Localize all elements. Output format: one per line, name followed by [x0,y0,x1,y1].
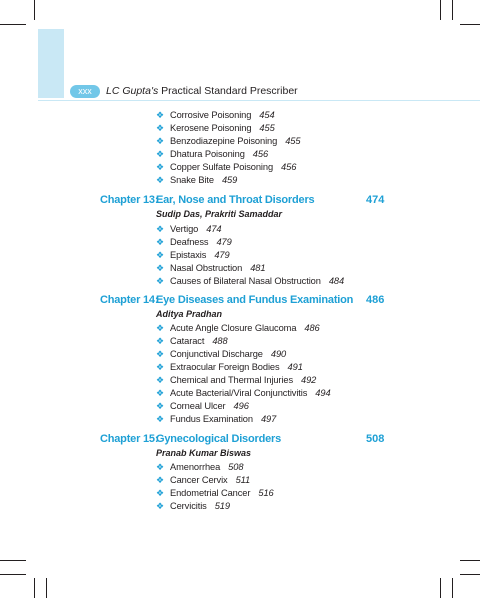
toc-item[interactable]: ❖ Benzodiazepine Poisoning 455 [156,136,301,146]
crop-mark [440,578,441,598]
diamond-bullet-icon: ❖ [156,323,164,333]
diamond-bullet-icon: ❖ [156,462,164,472]
diamond-bullet-icon: ❖ [156,336,164,346]
toc-item[interactable]: ❖ Cancer Cervix 511 [156,475,251,485]
toc-item[interactable]: ❖ Cervicitis 519 [156,501,230,511]
page-number-badge: xxx [70,85,100,98]
diamond-bullet-icon: ❖ [156,162,164,172]
diamond-bullet-icon: ❖ [156,110,164,120]
crop-mark [0,560,26,561]
diamond-bullet-icon: ❖ [156,388,164,398]
diamond-bullet-icon: ❖ [156,488,164,498]
toc-item[interactable]: ❖ Fundus Examination 497 [156,414,277,424]
diamond-bullet-icon: ❖ [156,475,164,485]
crop-mark [0,24,26,25]
running-head-author: LC Gupta's [106,85,159,97]
chapter-author: Aditya Pradhan [156,309,223,319]
chapter-page-number: 508 [366,433,385,445]
diamond-bullet-icon: ❖ [156,149,164,159]
diamond-bullet-icon: ❖ [156,276,164,286]
crop-mark [460,24,480,25]
diamond-bullet-icon: ❖ [156,263,164,273]
toc-item[interactable]: ❖ Amenorrhea 508 [156,462,244,472]
page-tab-decoration [38,29,64,98]
header-rule [38,100,480,101]
chapter-page-number: 486 [366,294,385,306]
toc-item[interactable]: ❖ Conjunctival Discharge 490 [156,349,287,359]
chapter-heading[interactable]: Chapter 14:Eye Diseases and Fundus Examination [100,294,354,306]
diamond-bullet-icon: ❖ [156,224,164,234]
toc-item[interactable]: ❖ Deafness 479 [156,237,232,247]
toc-item[interactable]: ❖ Kerosene Poisoning 455 [156,123,275,133]
toc-item[interactable]: ❖ Acute Angle Closure Glaucoma 486 [156,323,320,333]
toc-item[interactable]: ❖ Corneal Ulcer 496 [156,401,249,411]
toc-item[interactable]: ❖ Epistaxis 479 [156,250,230,260]
toc-item[interactable]: ❖ Vertigo 474 [156,224,222,234]
crop-mark [46,578,47,598]
chapter-page-number: 474 [366,194,385,206]
diamond-bullet-icon: ❖ [156,123,164,133]
diamond-bullet-icon: ❖ [156,349,164,359]
chapter-heading[interactable]: Chapter 15:Gynecological Disorders [100,433,281,445]
chapter-heading[interactable]: Chapter 13:Ear, Nose and Throat Disorders [100,194,315,206]
diamond-bullet-icon: ❖ [156,175,164,185]
toc-item[interactable]: ❖ Acute Bacterial/Viral Conjunctivitis 494 [156,388,331,398]
crop-mark [452,578,453,598]
diamond-bullet-icon: ❖ [156,375,164,385]
crop-mark [460,560,480,561]
toc-item[interactable]: ❖ Nasal Obstruction 481 [156,263,266,273]
diamond-bullet-icon: ❖ [156,237,164,247]
toc-item[interactable]: ❖ Causes of Bilateral Nasal Obstruction 484 [156,276,345,286]
chapter-author: Pranab Kumar Biswas [156,448,252,458]
toc-item[interactable]: ❖ Endometrial Cancer 516 [156,488,274,498]
diamond-bullet-icon: ❖ [156,414,164,424]
running-head-title: Practical Standard Prescriber [158,85,298,97]
chapter-author: Sudip Das, Prakriti Samaddar [156,209,283,219]
diamond-bullet-icon: ❖ [156,501,164,511]
crop-mark [440,0,441,20]
diamond-bullet-icon: ❖ [156,401,164,411]
toc-item[interactable]: ❖ Cataract 488 [156,336,228,346]
toc-item[interactable]: ❖ Copper Sulfate Poisoning 456 [156,162,297,172]
crop-mark [34,0,35,20]
toc-item[interactable]: ❖ Chemical and Thermal Injuries 492 [156,375,317,385]
crop-mark [460,574,480,575]
toc-item[interactable]: ❖ Extraocular Foreign Bodies 491 [156,362,303,372]
toc-item[interactable]: ❖ Dhatura Poisoning 456 [156,149,269,159]
toc-item[interactable]: ❖ Corrosive Poisoning 454 [156,110,275,120]
crop-mark [0,574,26,575]
toc-item[interactable]: ❖ Snake Bite 459 [156,175,238,185]
diamond-bullet-icon: ❖ [156,250,164,260]
running-head [106,84,298,98]
diamond-bullet-icon: ❖ [156,136,164,146]
crop-mark [452,0,453,20]
diamond-bullet-icon: ❖ [156,362,164,372]
crop-mark [34,578,35,598]
